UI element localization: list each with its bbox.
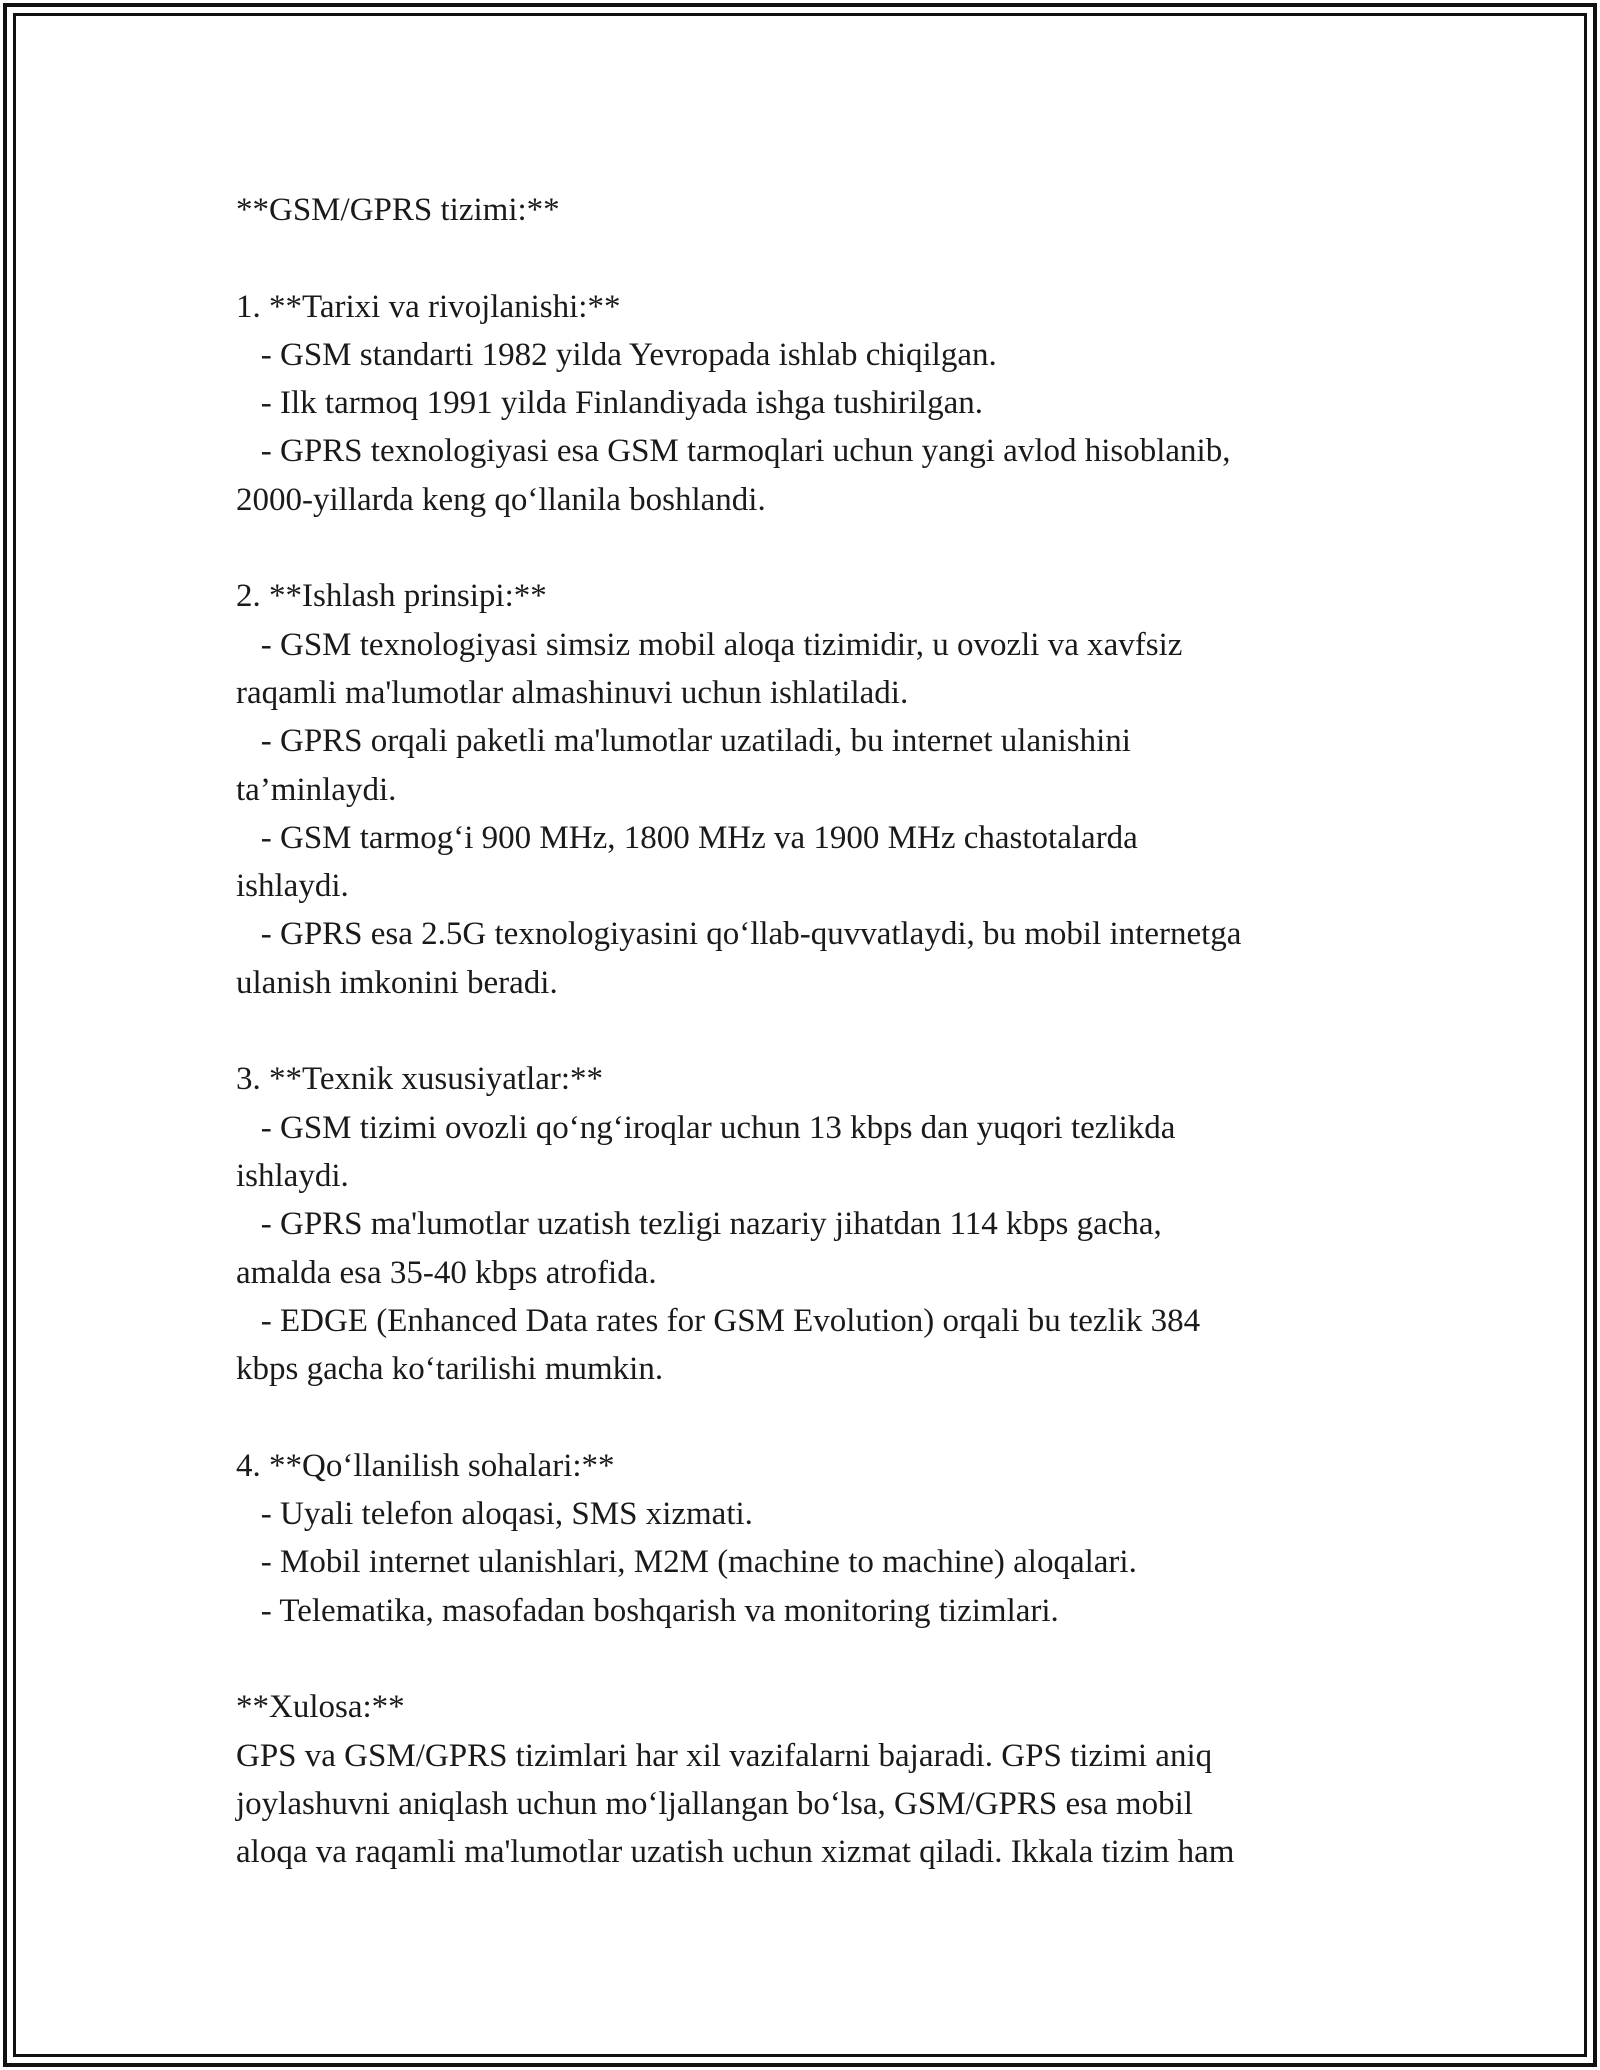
section-3-heading: 3. **Texnik xususiyatlar:** xyxy=(236,1061,604,1098)
document-heading: **GSM/GPRS tizimi:** xyxy=(236,192,560,228)
section-3-item-3-cont: kbps gacha ko‘tarilishi mumkin. xyxy=(236,1351,664,1388)
section-2-item-4-cont: ulanish imkonini beradi. xyxy=(236,964,558,1001)
section-2-item-4: - GPRS esa 2.5G texnologiyasini qo‘llab-quvvatlaydi, bu mobil internetga xyxy=(236,916,1242,953)
conclusion-line-1: GPS va GSM/GPRS tizimlari har xil vazifalarni bajaradi. GPS tizimi aniq xyxy=(236,1737,1213,1774)
section-1-item-2: - Ilk tarmoq 1991 yilda Finlandiyada ishga tushirilgan. xyxy=(236,385,983,422)
section-4-item-2: - Mobil internet ulanishlari, M2M (machine to machine) aloqalari. xyxy=(236,1544,1137,1581)
blank-line xyxy=(236,524,1376,572)
section-3-item-2-cont: amalda esa 35-40 kbps atrofida. xyxy=(236,1254,657,1291)
blank-line xyxy=(236,1635,1376,1683)
section-1-heading: 1. **Tarixi va rivojlanishi:** xyxy=(236,288,621,325)
blank-line xyxy=(236,234,1376,282)
blank-line xyxy=(236,1393,1376,1441)
section-3-item-1: - GSM tizimi ovozli qo‘ng‘iroqlar uchun 13 kbps dan yuqori tezlikda xyxy=(236,1109,1176,1146)
conclusion-heading: **Xulosa:** xyxy=(236,1689,405,1726)
document-body xyxy=(236,186,1376,1876)
section-4-heading: 4. **Qo‘llanilish sohalari:** xyxy=(236,1447,615,1484)
section-1-item-1: - GSM standarti 1982 yilda Yevropada ishlab chiqilgan. xyxy=(236,336,997,373)
section-2-item-3: - GSM tarmog‘i 900 MHz, 1800 MHz va 1900 MHz chastotalarda xyxy=(236,819,1138,856)
section-2-item-3-cont: ishlaydi. xyxy=(236,868,349,905)
section-2-item-1-cont: raqamli ma'lumotlar almashinuvi uchun ishlatiladi. xyxy=(236,674,909,711)
section-3-item-1-cont: ishlaydi. xyxy=(236,1157,349,1194)
section-2-item-2: - GPRS orqali paketli ma'lumotlar uzatiladi, bu internet ulanishini xyxy=(236,723,1131,760)
section-4-item-3: - Telematika, masofadan boshqarish va monitoring tizimlari. xyxy=(236,1592,1059,1629)
section-4-item-1: - Uyali telefon aloqasi, SMS xizmati. xyxy=(236,1496,753,1533)
blank-line xyxy=(236,1007,1376,1055)
conclusion-line-2: joylashuvni aniqlash uchun mo‘ljallangan bo‘lsa, GSM/GPRS esa mobil xyxy=(236,1785,1193,1822)
section-2-item-2-cont: ta’minlaydi. xyxy=(236,771,397,808)
section-1-item-3: - GPRS texnologiyasi esa GSM tarmoqlari uchun yangi avlod hisoblanib, xyxy=(236,433,1231,470)
section-3-item-3: - EDGE (Enhanced Data rates for GSM Evolution) orqali bu tezlik 384 xyxy=(236,1302,1201,1339)
section-2-item-1: - GSM texnologiyasi simsiz mobil aloqa tizimidir, u ovozli va xavfsiz xyxy=(236,626,1183,663)
section-1-item-3-cont: 2000-yillarda keng qo‘llanila boshlandi. xyxy=(236,481,766,518)
conclusion-line-3: aloqa va raqamli ma'lumotlar uzatish uchun xizmat qiladi. Ikkala tizim ham xyxy=(236,1834,1235,1871)
section-2-heading: 2. **Ishlash prinsipi:** xyxy=(236,578,547,615)
section-3-item-2: - GPRS ma'lumotlar uzatish tezligi nazariy jihatdan 114 kbps gacha, xyxy=(236,1206,1162,1243)
